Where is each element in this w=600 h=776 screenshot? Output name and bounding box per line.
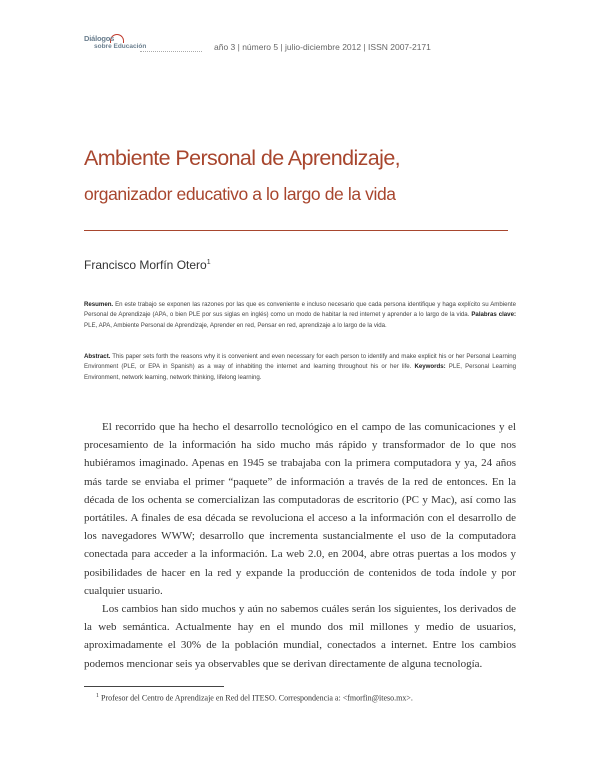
body-paragraph-1: El recorrido que ha hecho el desarrollo tecnológico en el campo de las comunicaciones y el procesamiento de la información ha sido mucho más rápido y transformador de lo que nos hubiéramos imaginado. Apenas en 1945 se trabajaba con la primera computadora y ya, 24 años más tarde se enviaba el primer “paquete” de información a través de la red de entonces. En la década de los ochenta se comercializan las computadoras de escritorio (PC y Mac), así como las portátiles. A finales de esa década se revoluciona el acceso a la información con el desarrollo de los navegadores WWW; desarrollo que incrementa sustancialmente el uso de la computadora conectada para acceder a la información. La web 2.0, en 2004, abre otras puertas a los modos y posibilidades de hacer en la red y expande la producción de contenidos de toda índole y por cualquier usuario. xyxy=(84,421,516,597)
keywords-label: Keywords: xyxy=(414,363,446,371)
footnote-mark: 1 xyxy=(96,693,99,699)
resumen-text: En este trabajo se exponen las razones por las que es conveniente e incluso necesario que cada persona identifique y haga explícito su Ambiente Personal de Aprendizaje (APA, o bien PLE por sus siglas en inglés) como un modo de habitar la red internet y aprender a lo largo de la vida. xyxy=(84,301,516,319)
abstract-label: Abstract. xyxy=(84,353,111,360)
footnote xyxy=(96,693,413,703)
palabras-clave-label: Palabras clave: xyxy=(471,311,516,319)
body-paragraph-2: Los cambios han sido muchos y aún no sabemos cuáles serán los siguientes, los derivados de la web semántica. Actualmente hay en el mundo dos mil millones y medio de usuarios, aproximadamente el 30% de la población mundial, conectados a internet. Entre los cambios podemos mencionar seis ya observables que se derivan directamente de alguna tecnología. xyxy=(84,603,516,670)
palabras-clave-text: PLE, APA, Ambiente Personal de Aprendizaje, Aprender en red, Pensar en red, aprendizaje a lo largo de la vida. xyxy=(84,321,387,329)
article-body xyxy=(84,418,516,673)
logo-dotted-rule xyxy=(140,51,202,52)
abstract-block xyxy=(84,352,516,383)
resumen-block xyxy=(84,300,516,331)
resumen-label: Resumen. xyxy=(84,301,114,308)
logo-line1: Diálogos xyxy=(84,34,115,43)
page-header xyxy=(84,34,524,60)
article-title-line1: Ambiente Personal de Aprendizaje, xyxy=(84,146,401,170)
keywords-text: PLE, Personal Learning Environment, network learning, network thinking, lifelong learning. xyxy=(84,363,516,381)
footnote-text: Profesor del Centro de Aprendizaje en Red del ITESO. Correspondencia a: <fmorfin@iteso.mx>. xyxy=(101,693,413,703)
author-name: Francisco Morfín Otero xyxy=(84,258,207,272)
issue-info: año 3 | número 5 | julio-diciembre 2012 | ISSN 2007-2171 xyxy=(214,42,431,52)
article-title-line2: organizador educativo a lo largo de la vida xyxy=(84,184,396,204)
title-divider xyxy=(84,230,508,231)
journal-logo xyxy=(84,34,154,58)
footnote-divider xyxy=(84,686,224,687)
author-line xyxy=(84,258,211,272)
abstract-text: This paper sets forth the reasons why it is convenient and even necessary for each person to identify and make explicit his or her Personal Learning Environment (PLE, or EPA in Spanish) as a way of inhabiting the internet and learning throughout his or her life. xyxy=(84,353,516,371)
author-note-mark: 1 xyxy=(206,259,211,266)
logo-line2: sobre Educación xyxy=(94,43,147,50)
